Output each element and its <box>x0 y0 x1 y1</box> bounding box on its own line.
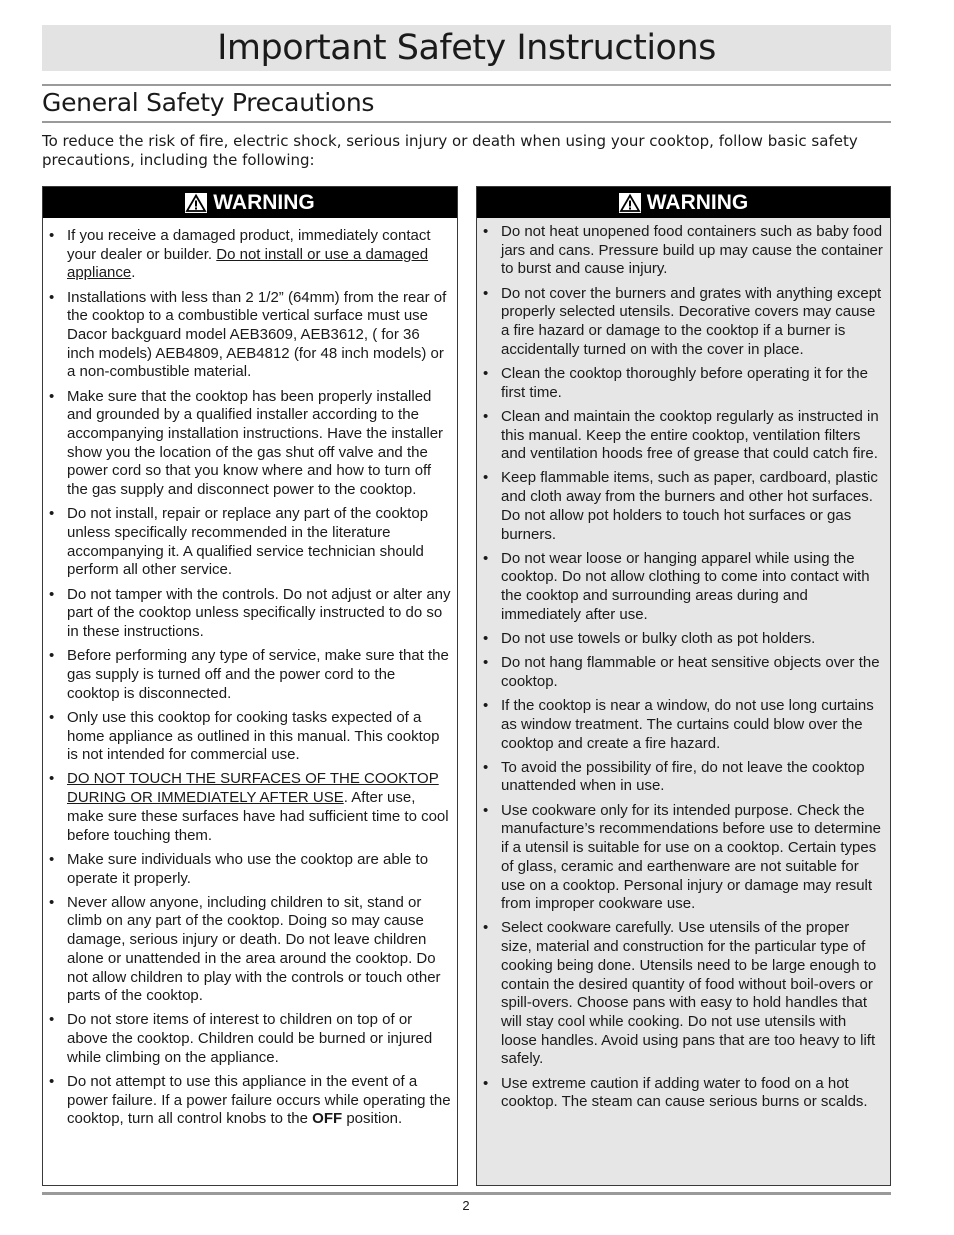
underlined-text: Do not install or use a damaged appliance <box>67 245 429 282</box>
list-item: • If you receive a damaged product, immediately contact your dealer or builder. Do not install or use a damaged appliance. <box>67 227 451 283</box>
warning-triangle-icon <box>619 193 641 213</box>
list-item: • Do not store items of interest to children on top of or above the cooktop. Children could be burned or injured while climbing on the appliance. <box>67 1011 451 1067</box>
right-warning-header <box>477 187 890 218</box>
title-bar <box>42 25 891 71</box>
list-item: • Never allow anyone, including children to sit, stand or climb on any part of the cooktop. Doing so may cause damage, serious injury or death. Do not leave children alone or unattended in the area around the cooktop. Do not allow children to play with the controls or touch other parts of the cooktop. <box>67 894 451 1006</box>
list-item: • Select cookware carefully. Use utensils of the proper size, material and construction for the particular type of cooking being done. Utensils need to be large enough to contain the desired quantity of food without boil-overs or spill-overs. Choose pans with easy to hold handles that will stay cool while cooking. Do not use utensils with loose handles. Avoid using pans that are too heavy to lift safely. <box>501 919 884 1069</box>
list-item: • Do not install, repair or replace any part of the cooktop unless specifically recommended in the literature accompanying it. A qualified service technician should perform all other service. <box>67 505 451 580</box>
list-item: • Make sure that the cooktop has been properly installed and grounded by a qualified installer according to the accompanying installation instructions. Have the installer show you the location of the gas shut off valve and the power cord so that you know where and how to turn off the gas supply and disconnect power to the cooktop. <box>67 388 451 500</box>
list-item: • If the cooktop is near a window, do not use long curtains as window treatment. The curtains could blow over the cooktop and create a fire hazard. <box>501 697 884 753</box>
list-item: • Clean and maintain the cooktop regularly as instructed in this manual. Keep the entire cooktop, ventilation filters and ventilation hoods free of grease that could catch fire. <box>501 408 884 464</box>
left-warning-label: WARNING <box>213 190 315 214</box>
list-item: • Clean the cooktop thoroughly before operating it for the first time. <box>501 365 884 402</box>
right-warning-label: WARNING <box>646 190 749 214</box>
list-item: • Do not attempt to use this appliance in the event of a power failure. If a power failure occurs while operating the cooktop, turn all control knobs to the OFF position. <box>67 1073 451 1129</box>
list-item: • Keep flammable items, such as paper, cardboard, plastic and cloth away from the burners and other hot surfaces. Do not allow pot holders to touch hot surfaces or gas burners. <box>501 469 884 544</box>
list-item: • Only use this cooktop for cooking tasks expected of a home appliance as outlined in this manual. This cooktop is not intended for commercial use. <box>67 709 451 765</box>
list-item: • Do not cover the burners and grates with anything except properly selected utensils. Decorative covers may cause a fire hazard or damage to the cooktop if a burner is accidentally turned on with the cover in place. <box>501 285 884 360</box>
list-item: • Use cookware only for its intended purpose. Check the manufacture’s recommendations before use to determine if a utensil is suitable for use on a cooktop. Certain types of glass, ceramic and earthenware are not suitable for use on a cooktop. Personal injury or damage may result from improper cookware use. <box>501 802 884 914</box>
page-number: 2 <box>462 1198 470 1213</box>
right-warning-panel <box>476 186 891 1186</box>
section-divider <box>42 121 891 123</box>
list-item: • Do not wear loose or hanging apparel while using the cooktop. Do not allow clothing to come into contact with the cooktop and surrounding areas during and immediately after use. <box>501 550 884 625</box>
list-item: • Do not heat unopened food containers such as baby food jars and cans. Pressure build up may cause the container to burst and cause injury. <box>501 223 884 279</box>
list-item: • Do not tamper with the controls. Do not adjust or alter any part of the cooktop unless specifically instructed to do so in these instructions. <box>67 586 451 642</box>
list-item: • DO NOT TOUCH THE SURFACES OF THE COOKTOP DURING OR IMMEDIATELY AFTER USE. After use, make sure these surfaces have had sufficient time to cool before touching them. <box>67 770 451 845</box>
list-item: • Do not use towels or bulky cloth as pot holders. <box>501 630 884 649</box>
list-item: • To avoid the possibility of fire, do not leave the cooktop unattended when in use. <box>501 759 884 796</box>
list-item: • Installations with less than 2 1/2” (64mm) from the rear of the cooktop to a combustible vertical surface must use Dacor backguard model AEB3609, AEB3612, ( for 36 inch models) AEB4809, AEB4812 (for 48 inch models) or a non-combustible material. <box>67 289 451 383</box>
warning-triangle-icon <box>185 193 207 213</box>
bottom-divider <box>42 1192 891 1195</box>
left-warning-list <box>43 218 457 1129</box>
left-warning-panel <box>42 186 458 1186</box>
page-title: Important Safety Instructions <box>217 27 716 68</box>
top-divider <box>42 84 891 86</box>
list-item: • Do not hang flammable or heat sensitive objects over the cooktop. <box>501 654 884 691</box>
list-item: • Use extreme caution if adding water to food on a hot cooktop. The steam can cause serious burns or scalds. <box>501 1075 884 1112</box>
right-warning-list <box>477 218 890 1112</box>
list-item: • Before performing any type of service, make sure that the gas supply is turned off and the power cord to the cooktop is disconnected. <box>67 647 451 703</box>
underlined-text: DO NOT TOUCH THE SURFACES OF THE COOKTOP DURING OR IMMEDIATELY AFTER USE <box>67 770 439 807</box>
bold-text: OFF <box>312 1110 343 1128</box>
left-warning-header <box>43 187 457 218</box>
list-item: • Make sure individuals who use the cooktop are able to operate it properly. <box>67 851 451 888</box>
intro-paragraph: To reduce the risk of fire, electric shock, serious injury or death when using your cooktop, follow basic safety precautions, including the following: <box>42 132 858 169</box>
section-title: General Safety Precautions <box>42 88 375 117</box>
